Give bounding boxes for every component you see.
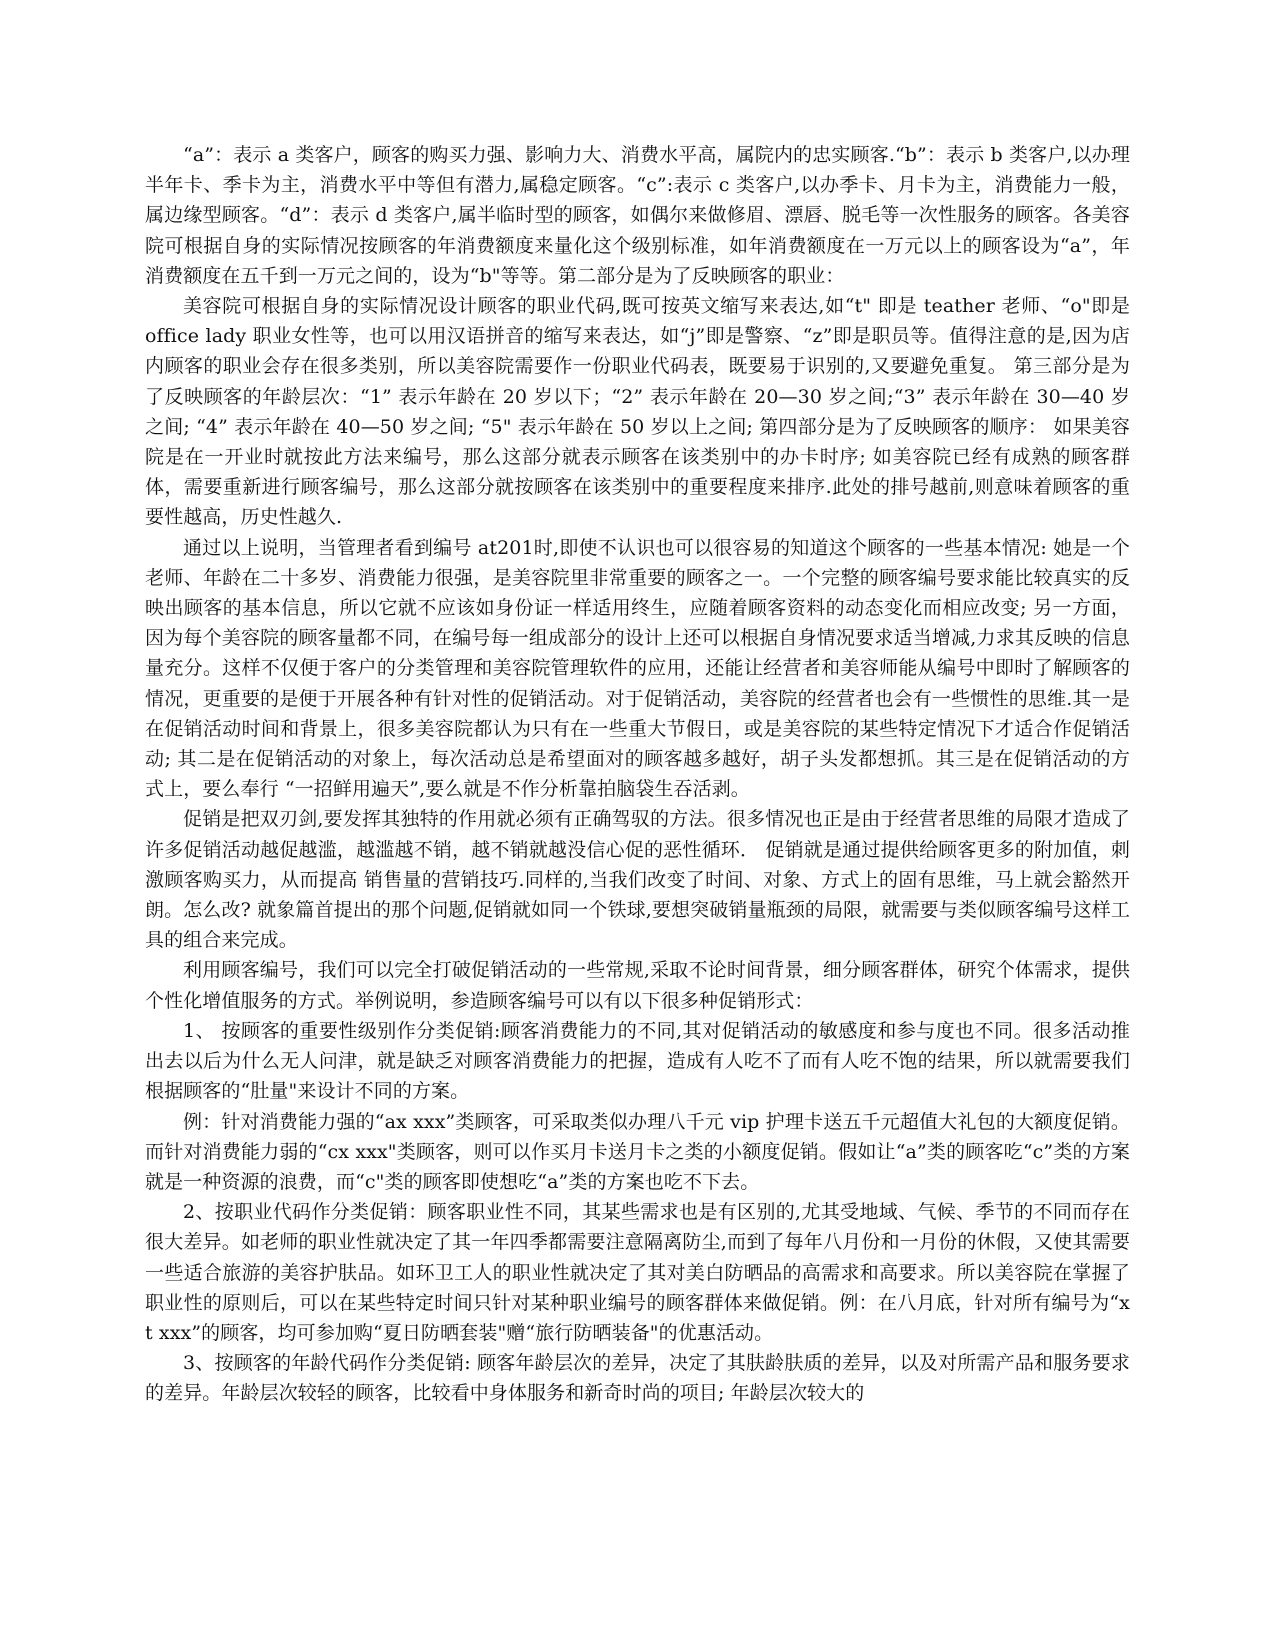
paragraph-promotion-thinking: 促销是把双刃剑,要发挥其独特的作用就必须有正确驾驭的方法。很多情况也正是由于经营者思维的局限才造成了许多促销活动越促越滥，越滥越不销，越不销就越没信心促的恶性循环． 促销就是通过提供给顾客更多的附加值，刺激顾客购买力，从而提高 销售量的营销技巧.同样的,当我们改变了时间、对象、方式上的固有思维，马上就会豁然开朗。怎么改? 就象篇首提出的那个问题,促销就如同一个铁球,要想突破销量瓶颈的局限，就需要与类似顾客编号这样工具的组合来完成。: [145, 808, 1130, 952]
paragraph-occupation-age-order: 美容院可根据自身的实际情况设计顾客的职业代码,既可按英文缩写来表达,如“t" 即是 teather 老师、“o"即是 office lady 职业女性等，也可以用汉语拼音的缩写来表达，如“j”即是警察、“z”即是职员等。值得注意的是,因为店内顾客的职业会存在很多类别，所以美容院需要作一份职业代码表，既要易于识别的,又要避免重复。 第三部分是为了反映顾客的年龄层次：“1” 表示年龄在 20 岁以下；“2” 表示年龄在 20—30 岁之间;“3” 表示年龄在 30—40 岁之间; “4” 表示年龄在 40—50 岁之间; “5" 表示年龄在 50 岁以上之间; 第四部分是为了反映顾客的顺序： 如果美容院是在一开业时就按此方法来编号，那么这部分就表示顾客在该类别中的办卡时序; 如美容院已经有成熟的顾客群体，需要重新进行顾客编号，那么这部分就按顾客在该类别中的重要程度来排序.此处的排号越前,则意味着顾客的重要性越高，历史性越久.: [145, 295, 1130, 529]
document-page: [145, 140, 1130, 1409]
paragraph-customer-levels: “a”：表示 a 类客户，顾客的购买力强、影响力大、消费水平高，属院内的忠实顾客.“b”：表示 b 类客户,以办理半年卡、季卡为主，消费水平中等但有潜力,属稳定顾客。“c”:表示 c 类客户,以办季卡、月卡为主，消费能力一般，属边缘型顾客。“d”：表示 d 类客户,属半临时型的顾客，如偶尔来做修眉、漂唇、脱毛等一次性服务的顾客。各美容院可根据自身的实际情况按顾客的年消费额度来量化这个级别标准，如年消费额度在一万元以上的顾客设为“a”，年消费额度在五千到一万元之间的，设为“b"等等。第二部分是为了反映顾客的职业：: [145, 144, 1130, 287]
paragraph-promotion-forms-intro: 利用顾客编号，我们可以完全打破促销活动的一些常规,采取不论时间背景，细分顾客群体，研究个体需求，提供个性化增值服务的方式。举例说明，参造顾客编号可以有以下很多种促销形式：: [145, 959, 1130, 1012]
paragraph-level-example: 例：针对消费能力强的“ax xxx”类顾客，可采取类似办理八千元 vip 护理卡送五千元超值大礼包的大额度促销。而针对消费能力弱的“cx xxx"类顾客，则可以作买月卡送月卡之类的小额度促销。假如让“a”类的顾客吃“c”类的方案就是一种资源的浪费，而“c"类的顾客即使想吃“a”类的方案也吃不下去。: [145, 1110, 1130, 1193]
paragraph-code-example: 通过以上说明，当管理者看到编号 at201时,即使不认识也可以很容易的知道这个顾客的一些基本情况: 她是一个老师、年龄在二十多岁、消费能力很强，是美容院里非常重要的顾客之一。一个完整的顾客编号要求能比较真实的反映出顾客的基本信息，所以它就不应该如身份证一样适用终生，应随着顾客资料的动态变化而相应改变; 另一方面，因为每个美容院的顾客量都不同，在编号每一组成部分的设计上还可以根据自身情况要求适当增减,力求其反映的信息量充分。这样不仅便于客户的分类管理和美容院管理软件的应用，还能让经营者和美容师能从编号中即时了解顾客的情况，更重要的是便于开展各种有针对性的促销活动。对于促销活动，美容院的经营者也会有一些惯性的思维.其一是在促销活动时间和背景上，很多美容院都认为只有在一些重大节假日，或是美容院的某些特定情况下才适合作促销活动; 其二是在促销活动的对象上，每次活动总是希望面对的顾客越多越好，胡子头发都想抓。其三是在促销活动的方式上，要么奉行 “一招鲜用遍天”,要么就是不作分析靠拍脑袋生吞活剥。: [145, 536, 1130, 801]
paragraph-promotion-by-occupation: 2、按职业代码作分类促销：顾客职业性不同，其某些需求也是有区别的,尤其受地域、气候、季节的不同而存在很大差异。如老师的职业性就决定了其一年四季都需要注意隔离防尘,而到了每年八月份和一月份的休假，又使其需要一些适合旅游的美容护肤品。如环卫工人的职业性就决定了其对美白防晒品的高需求和高要求。所以美容院在掌握了职业性的原则后，可以在某些特定时间只针对某种职业编号的顾客群体来做促销。例：在八月底，针对所有编号为“x t xxx”的顾客，均可参加购“夏日防晒套装"赠“旅行防晒装备"的优惠活动。: [145, 1201, 1130, 1344]
paragraph-promotion-by-age: 3、按顾客的年龄代码作分类促销: 顾客年龄层次的差异，决定了其肤龄肤质的差异，以及对所需产品和服务要求的差异。年龄层次较轻的顾客，比较看中身体服务和新奇时尚的项目; 年龄层次较大的: [145, 1352, 1130, 1405]
paragraph-promotion-by-level: 1、 按顾客的重要性级别作分类促销:顾客消费能力的不同,其对促销活动的敏感度和参与度也不同。很多活动推出去以后为什么无人问津，就是缺乏对顾客消费能力的把握，造成有人吃不了而有人吃不饱的结果，所以就需要我们根据顾客的“肚量"来设计不同的方案。: [145, 1019, 1130, 1103]
